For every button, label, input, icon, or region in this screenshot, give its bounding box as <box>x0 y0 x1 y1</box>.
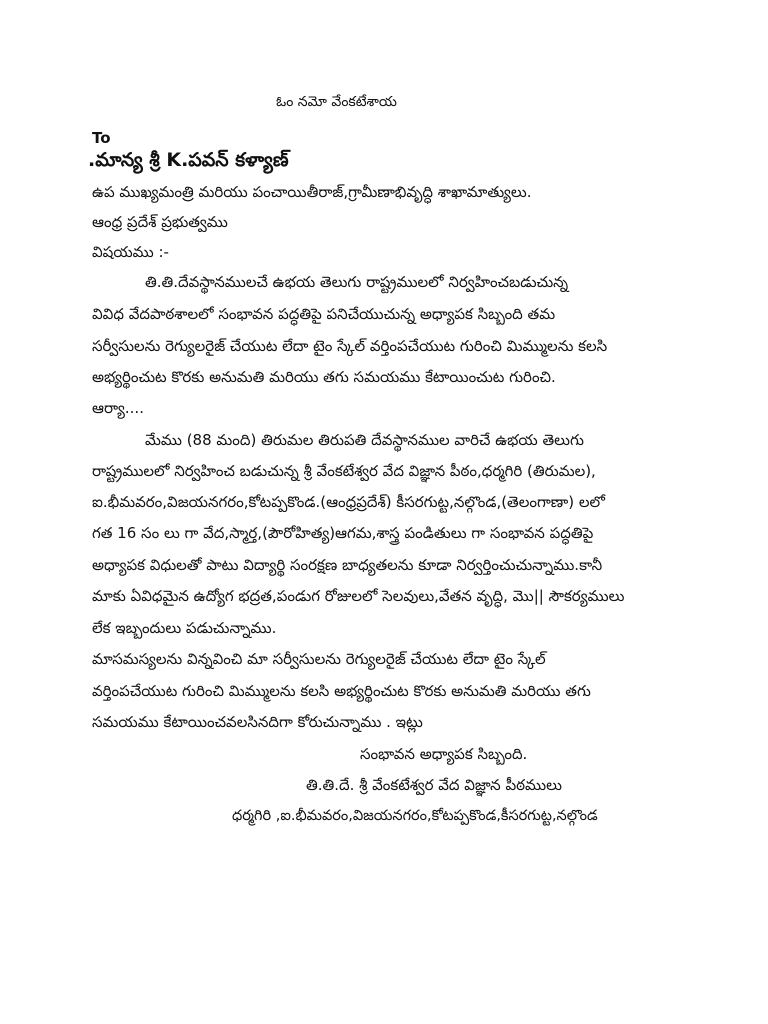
recipient-designation: ఉప ముఖ్యమంత్రి మరియు పంచాయితీరాజ్,గ్రామీణాభివృద్ధి శాఖామాత్యులు. <box>92 183 532 201</box>
subject-line: వివిధ వేదపాఠశాలలో సంభావన పద్ధతిపై పనిచేయుచున్న అధ్యాపక సిబ్బంది తమ <box>92 305 556 323</box>
salutation: ఆర్యా.... <box>92 399 144 417</box>
signature-line: సంభావన అధ్యాపక సిబ్బంది. <box>360 745 528 763</box>
subject-line: తి.తి.దేవస్థానములచే ఉభయ తెలుగు రాష్ట్రములలో నిర్వహించబడుచున్న <box>145 273 569 291</box>
subject-line: అభ్యర్థించుట కొరకు అనుమతి మరియు తగు సమయము కేటాయించుట గురించి. <box>92 368 556 386</box>
body-line: ఐ.భీమవరం,విజయనగరం,కోటప్పకొండ.(ఆంధ్రప్రదేశ్) కీసరగుట్ట,నల్గొండ,(తెలంగాణా) లలో <box>92 493 605 511</box>
body-line: గత 16 సం లు గా వేద,స్మార్త,(పౌరోహిత్య)ఆగమ,శాస్త్ర పండితులు గా సంభావన పద్ధతిపై <box>92 524 594 542</box>
recipient-government: ఆంధ్ర ప్రదేశ్ ప్రభుత్వము <box>92 213 228 231</box>
signature-line: ధర్మగిరి ,ఐ.భీమవరం,విజయనగరం,కోటప్పకొండ,కీసరగుట్ట,నల్గొండ <box>232 808 598 824</box>
subject-line: సర్వీసులను రెగ్యులరైజ్ చేయుట లేదా టైం స్కేల్ వర్తింపచేయుట గురించి మిమ్ములను కలసి <box>92 337 608 355</box>
to-label: To <box>92 129 111 147</box>
signature-line: తి.తి.దే. శ్రీ వేంకటేశ్వర వేద విజ్ఞాన పీఠములు <box>306 776 562 794</box>
body-line: అధ్యాపక విధులతో పాటు విద్యార్థి సంరక్షణ బాధ్యతలను కూడా నిర్వర్తించుచున్నాము.కానీ <box>92 556 603 574</box>
body-line: మాసమస్యలను విన్నవించి మా సర్వీసులను రెగ్యులరైజ్ చేయుట లేదా టైం స్కేల్ <box>92 650 546 668</box>
body-line: వర్తింపచేయుట గురించి మిమ్ములను కలసి అభ్యర్థించుట కొరకు అనుమతి మరియు తగు <box>92 682 591 700</box>
body-line: రాష్ట్రములలో నిర్వహించ బడుచున్న శ్రీ వేంకటేశ్వర వేద విజ్ఞాన పీఠం,ధర్మగిరి (తిరుమల), <box>92 462 596 480</box>
subject-label: విషయము :- <box>92 243 169 261</box>
body-line: లేక ఇబ్బందులు పడుచున్నాము. <box>92 619 277 637</box>
body-line: సమయము కేటాయించవలసినదిగా కోరుచున్నాము . ఇట్లు <box>92 713 423 731</box>
body-line: మేము (88 మంది) తిరుమల తిరుపతి దేవస్థానముల వారిచే ఉభయ తెలుగు <box>145 431 584 449</box>
body-line: మాకు ఏవిధమైన ఉద్యోగ భద్రత,పండుగ రోజులలో సెలవులు,వేతన వృద్ధి, మొ|| సౌకర్యములు <box>92 587 625 605</box>
invocation-heading: ఓం నమో వేంకటేశాయ <box>276 94 397 110</box>
recipient-name: .మాన్య శ్రీ K.పవన్ కళ్యాణ్ <box>88 149 289 171</box>
